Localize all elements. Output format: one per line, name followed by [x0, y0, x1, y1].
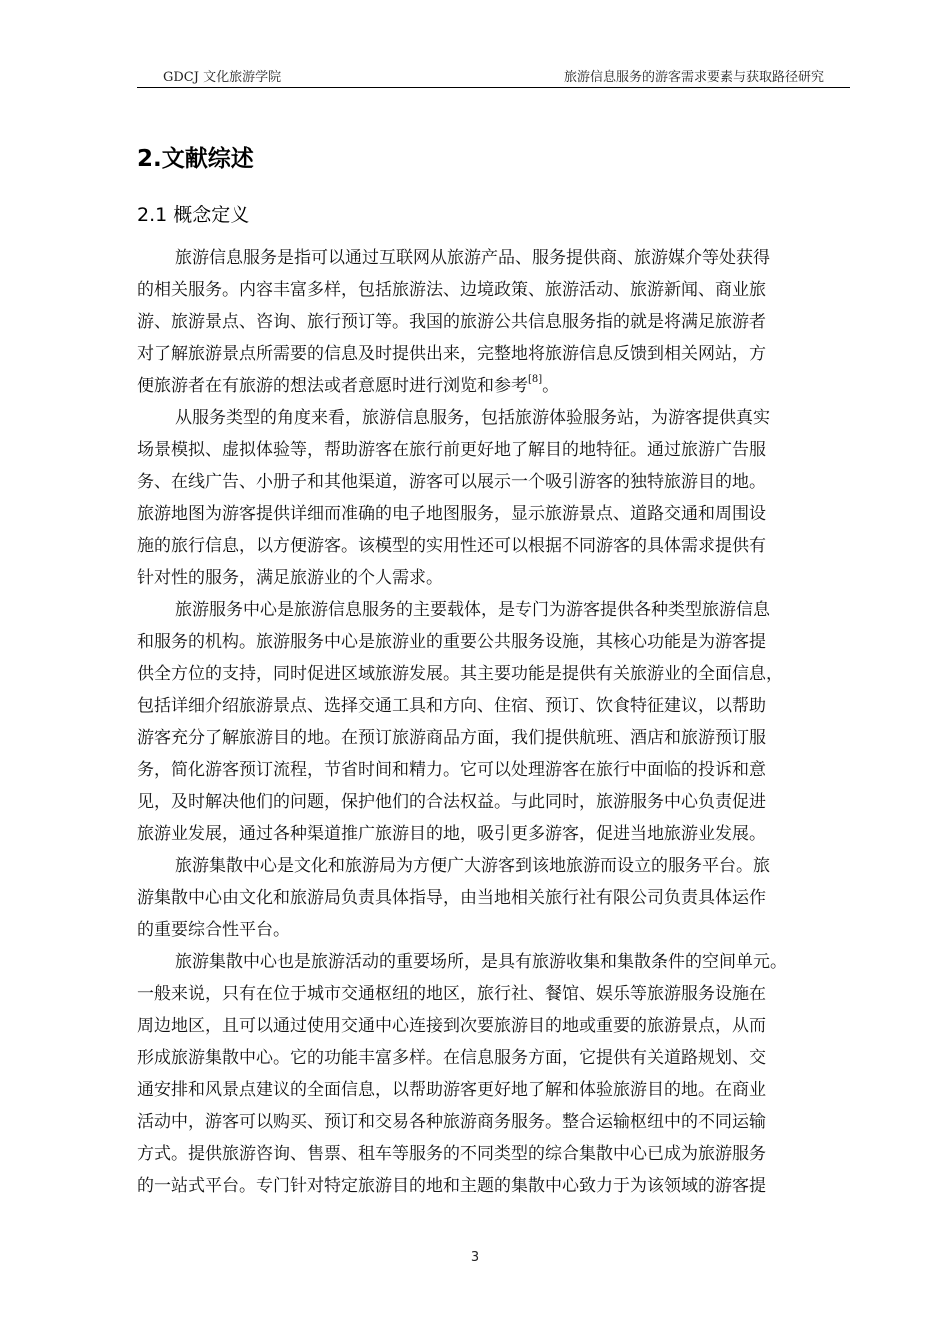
paragraph-line: 针对性的服务，满足旅游业的个人需求。 [137, 568, 443, 588]
paragraph-line: 施的旅行信息，以方便游客。该模型的实用性还可以根据不同游客的具体需求提供有 [137, 536, 766, 556]
paragraph-line: 包括详细介绍旅游景点、选择交通工具和方向、住宿、预订、饮食特征建议，以帮助 [137, 696, 766, 716]
paragraph-line: 场景模拟、虚拟体验等，帮助游客在旅行前更好地了解目的地特征。通过旅游广告服 [137, 440, 766, 460]
paragraph-line: 的相关服务。内容丰富多样，包括旅游法、边境政策、旅游活动、旅游新闻、商业旅 [137, 280, 766, 300]
paragraph-4 [137, 850, 850, 946]
paragraph-line-last [137, 370, 850, 402]
paragraph-line: 见，及时解决他们的问题，保护他们的合法权益。与此同时，旅游服务中心负责促进 [137, 792, 766, 812]
paragraph-line: 方式。提供旅游咨询、售票、租车等服务的不同类型的综合集散中心已成为旅游服务 [137, 1144, 766, 1164]
paragraph-line: 务，简化游客预订流程，节省时间和精力。它可以处理游客在旅行中面临的投诉和意 [137, 760, 766, 780]
paragraph-line: 游集散中心由文化和旅游局负责具体指导，由当地相关旅行社有限公司负责具体运作 [137, 888, 766, 908]
paragraph-line: 旅游业发展，通过各种渠道推广旅游目的地，吸引更多游客，促进当地旅游业发展。 [137, 824, 766, 844]
paragraph-line: 游、旅游景点、咨询、旅行预订等。我国的旅游公共信息服务指的就是将满足旅游者 [137, 312, 766, 332]
paragraph-line: 的一站式平台。专门针对特定旅游目的地和主题的集散中心致力于为该领域的游客提 [137, 1176, 766, 1196]
paragraph-line: 旅游信息服务是指可以通过互联网从旅游产品、服务提供商、旅游媒介等处获得 [175, 248, 770, 268]
paragraph-line: 旅游集散中心是文化和旅游局为方便广大游客到该地旅游而设立的服务平台。旅 [175, 856, 770, 876]
paragraph-line: 游客充分了解旅游目的地。在预订旅游商品方面，我们提供航班、酒店和旅游预订服 [137, 728, 766, 748]
paragraph-3 [137, 594, 850, 850]
citation-reference[interactable]: [8] [528, 374, 543, 385]
paragraph-line: 旅游地图为游客提供详细而准确的电子地图服务，显示旅游景点、道路交通和周围设 [137, 504, 766, 524]
paragraph-line: 旅游服务中心是旅游信息服务的主要载体，是专门为游客提供各种类型旅游信息 [175, 600, 770, 620]
page-number: 3 [470, 1250, 480, 1265]
paragraph-line: 活动中，游客可以购买、预订和交易各种旅游商务服务。整合运输枢纽中的不同运输 [137, 1112, 766, 1132]
paragraph-1 [137, 242, 850, 402]
paragraph-line: 的重要综合性平台。 [137, 920, 290, 940]
section-title: 2.文献综述 [137, 146, 254, 172]
paragraph-5 [137, 946, 850, 1202]
paragraph-line: 形成旅游集散中心。它的功能丰富多样。在信息服务方面，它提供有关道路规划、交 [137, 1048, 766, 1068]
paragraph-line: 供全方位的支持，同时促进区域旅游发展。其主要功能是提供有关旅游业的全面信息， [137, 664, 783, 684]
paragraph-line: 务、在线广告、小册子和其他渠道，游客可以展示一个吸引游客的独特旅游目的地。 [137, 472, 766, 492]
paragraph-2 [137, 402, 850, 594]
paragraph-line: 一般来说，只有在位于城市交通枢纽的地区，旅行社、餐馆、娱乐等旅游服务设施在 [137, 984, 766, 1004]
subsection-title: 2.1 概念定义 [137, 204, 250, 226]
paragraph-line-end: 。 [542, 376, 560, 396]
paragraph-line-text: 便旅游者在有旅游的想法或者意愿时进行浏览和参考 [137, 376, 528, 396]
paragraph-line: 通安排和风景点建议的全面信息，以帮助游客更好地了解和体验旅游目的地。在商业 [137, 1080, 766, 1100]
page-header [137, 66, 850, 86]
paragraph-line: 对了解旅游景点所需要的信息及时提供出来，完整地将旅游信息反馈到相关网站，方 [137, 344, 766, 364]
paragraph-line: 周边地区，且可以通过使用交通中心连接到次要旅游目的地或重要的旅游景点，从而 [137, 1016, 766, 1036]
header-institution: GDCJ 文化旅游学院 [163, 70, 282, 85]
header-paper-title: 旅游信息服务的游客需求要素与获取路径研究 [563, 70, 824, 85]
paragraph-line: 旅游集散中心也是旅游活动的重要场所，是具有旅游收集和集散条件的空间单元。 [175, 952, 787, 972]
paragraph-line: 从服务类型的角度来看，旅游信息服务，包括旅游体验服务站，为游客提供真实 [175, 408, 770, 428]
header-rule [137, 87, 850, 88]
body-text [137, 242, 850, 1202]
paragraph-line: 和服务的机构。旅游服务中心是旅游业的重要公共服务设施，其核心功能是为游客提 [137, 632, 766, 652]
